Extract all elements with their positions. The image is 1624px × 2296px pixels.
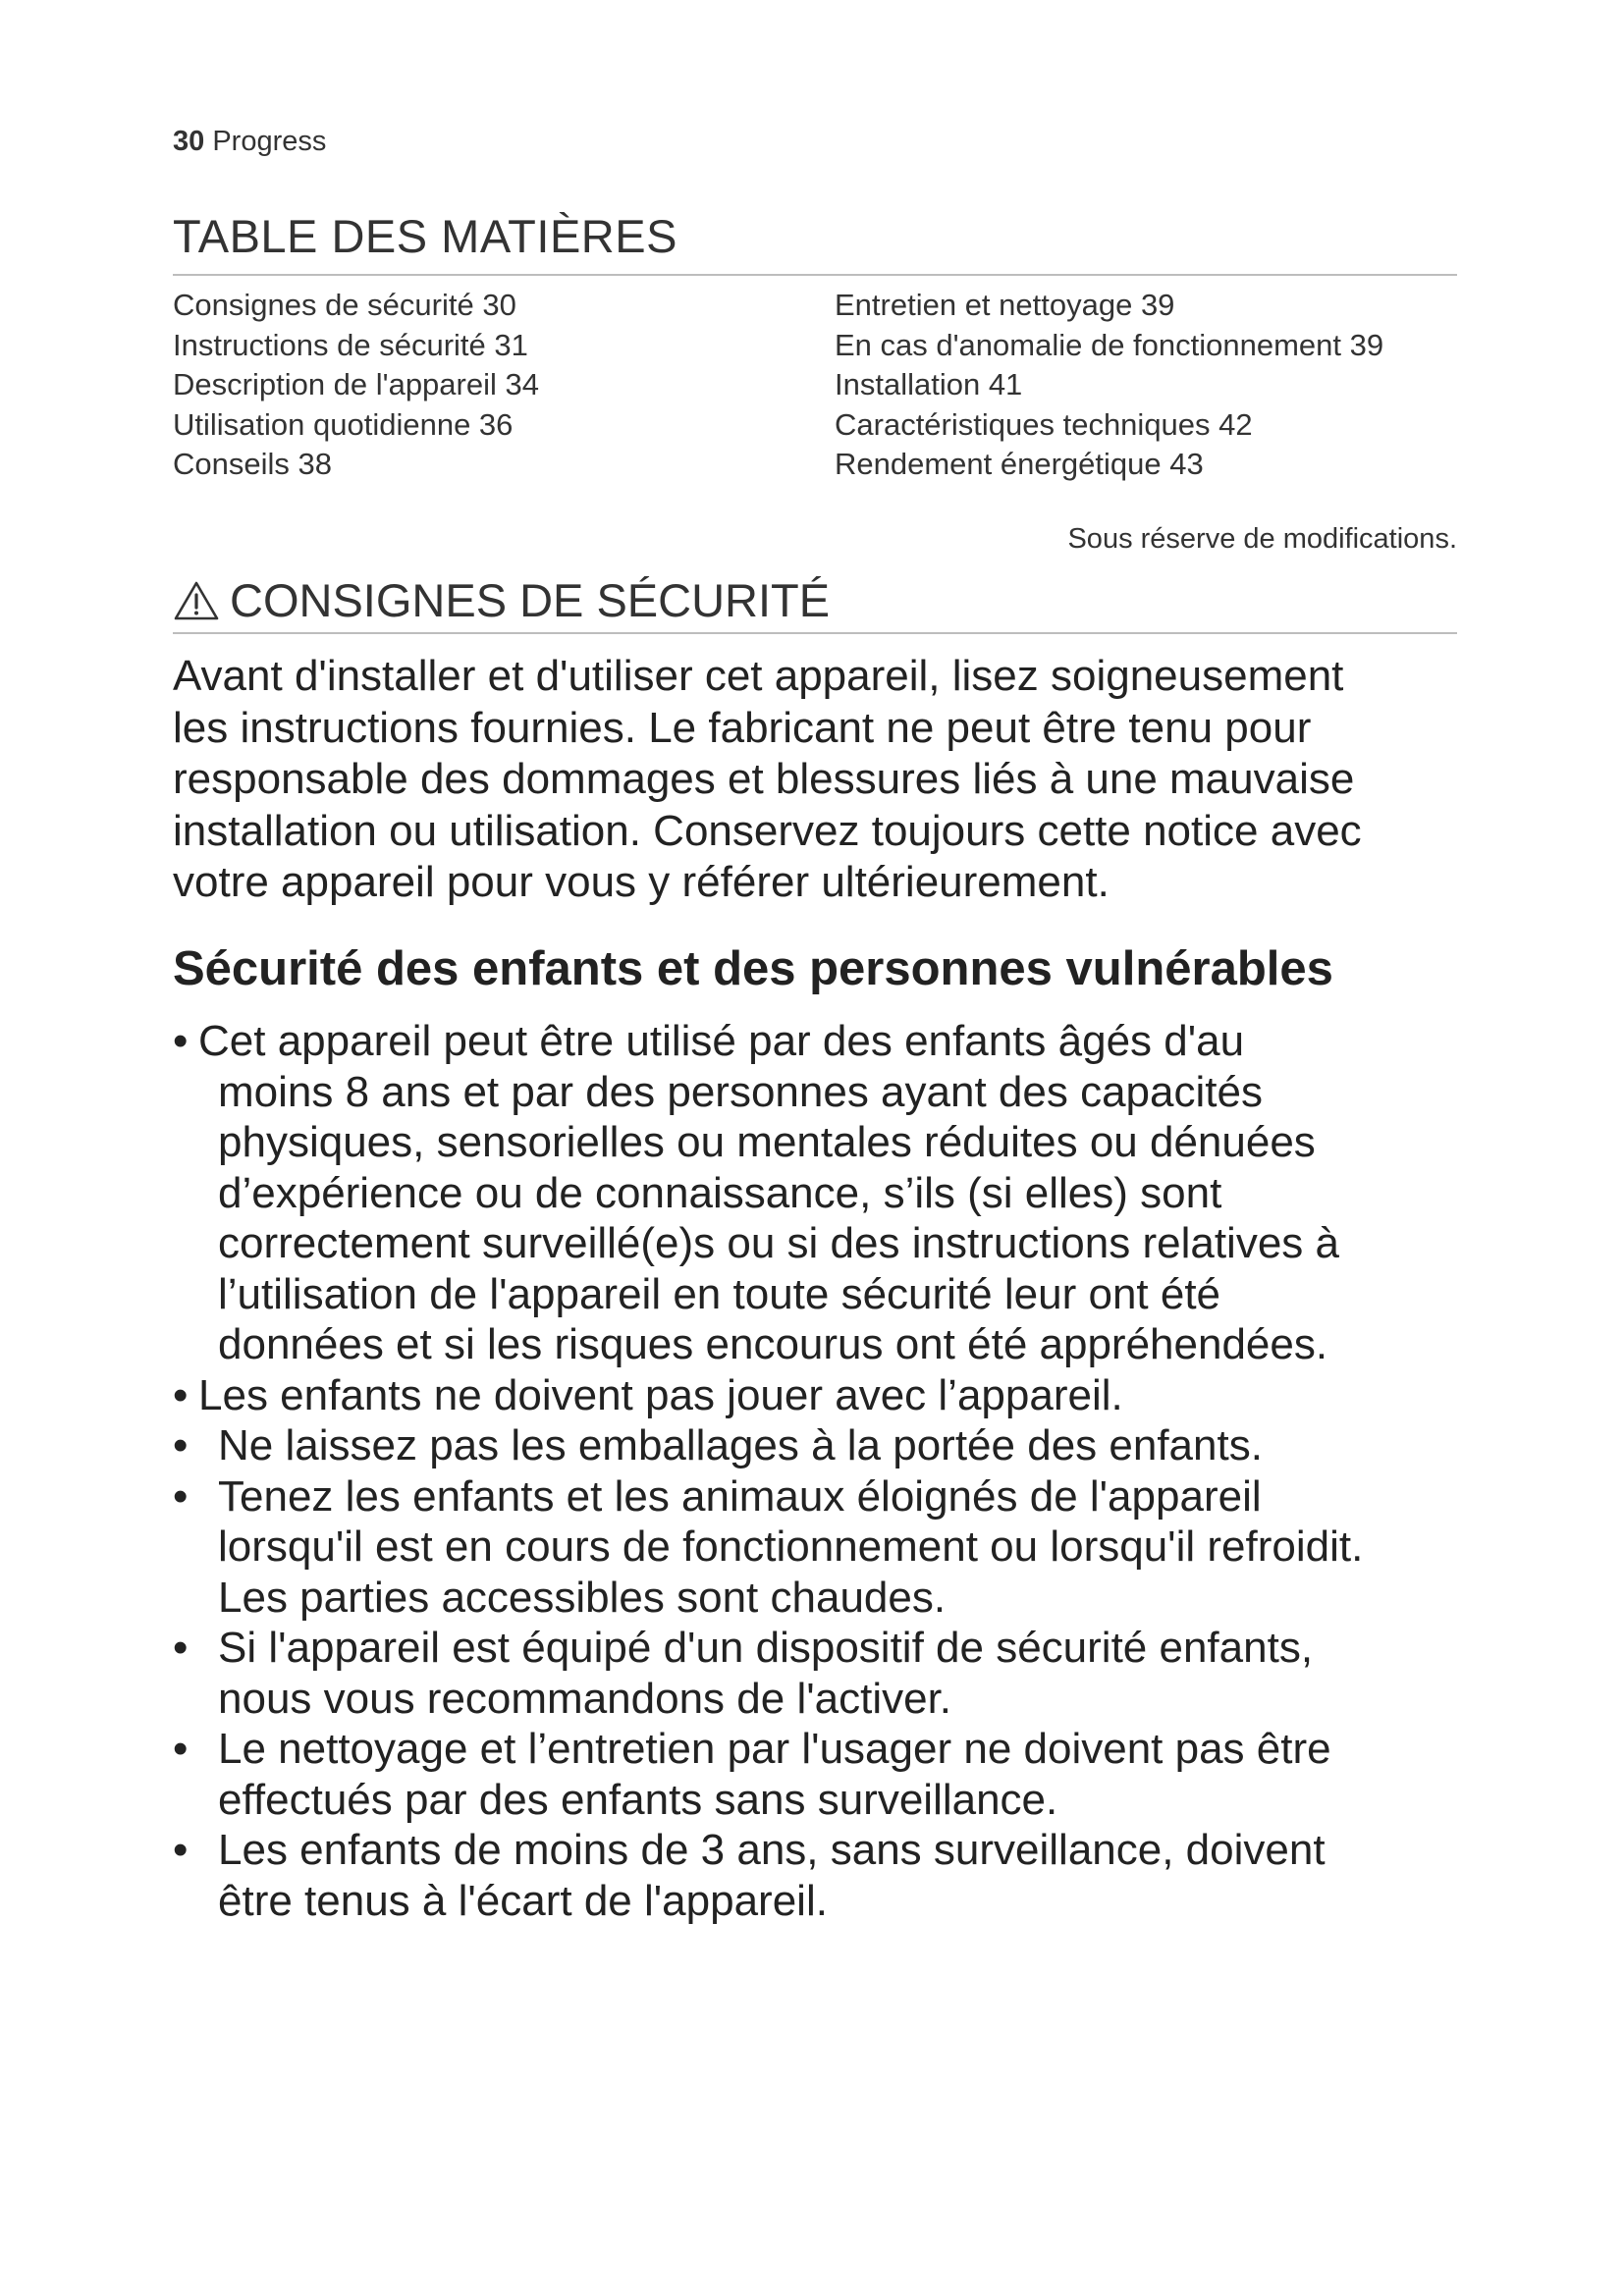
list-item-line: données et si les risques encourus ont été appréhendées.: [218, 1320, 1328, 1368]
list-item-line: lorsqu'il est en cours de fonctionnement ou lorsqu'il refroidit.: [218, 1522, 1364, 1571]
list-item-line: correctement surveillé(e)s ou si des instructions relatives à: [218, 1219, 1340, 1267]
list-item-line: l’utilisation de l'appareil en toute sécurité leur ont été: [218, 1269, 1221, 1318]
list-item-line: effectués par des enfants sans surveillance.: [218, 1775, 1058, 1824]
list-item: [173, 1370, 1469, 1421]
toc-divider: [173, 274, 1457, 276]
bullet-marker: •: [173, 1421, 189, 1469]
list-item-text: Si l'appareil est équipé d'un dispositif de sécurité enfants,: [218, 1624, 1314, 1672]
intro-line: installation ou utilisation. Conservez toujours cette notice avec: [173, 806, 1362, 855]
list-item-line: être tenus à l'écart de l'appareil.: [218, 1876, 828, 1925]
list-item: [173, 1016, 1469, 1370]
list-item-line: nous vous recommandons de l'activer.: [218, 1674, 952, 1723]
toc-left-column: [173, 286, 539, 485]
bullet-marker: •: [173, 1725, 189, 1773]
intro-paragraph: [173, 651, 1469, 909]
toc-item[interactable]: Installation 41: [835, 367, 1023, 401]
page-header: [173, 126, 326, 158]
list-item-text: Le nettoyage et l’entretien par l'usager ne doivent pas être: [218, 1725, 1331, 1773]
list-item-line: Les parties accessibles sont chaudes.: [218, 1573, 947, 1622]
list-item: [173, 1471, 1469, 1624]
subsection-title: Sécurité des enfants et des personnes vulnérables: [173, 942, 1333, 995]
bullet-marker: •: [173, 1826, 189, 1874]
toc-right-column: [835, 286, 1383, 485]
toc-item[interactable]: Rendement énergétique 43: [835, 447, 1204, 481]
toc-item[interactable]: Consignes de sécurité 30: [173, 288, 516, 322]
intro-line: Avant d'installer et d'utiliser cet appareil, lisez soigneusement: [173, 652, 1344, 700]
list-item-line: physiques, sensorielles ou mentales réduites ou dénuées: [218, 1118, 1316, 1166]
list-item: [173, 1420, 1469, 1471]
toc-item[interactable]: En cas d'anomalie de fonctionnement 39: [835, 327, 1384, 362]
brand-name: Progress: [212, 126, 327, 157]
toc-item[interactable]: Conseils 38: [173, 447, 332, 481]
list-item-line: d’expérience ou de connaissance, s’ils (si elles) sont: [218, 1168, 1222, 1217]
section-title-text: CONSIGNES DE SÉCURITÉ: [230, 574, 831, 626]
toc-title: TABLE DES MATIÈRES: [173, 210, 677, 262]
list-item: [173, 1724, 1469, 1825]
list-item-text: Cet appareil peut être utilisé par des enfants âgés d'au: [198, 1017, 1245, 1065]
page-number: 30: [173, 126, 205, 157]
bullet-marker: •: [173, 1471, 189, 1521]
section-title: [173, 573, 830, 627]
list-item-text: Ne laissez pas les emballages à la portée des enfants.: [218, 1421, 1263, 1469]
list-item-text: Les enfants ne doivent pas jouer avec l’appareil.: [198, 1370, 1123, 1419]
bullet-list: [173, 1016, 1469, 1926]
bullet-marker: •: [173, 1624, 189, 1672]
bullet-marker: •: [173, 1017, 189, 1065]
toc-item[interactable]: Caractéristiques techniques 42: [835, 406, 1253, 442]
intro-line: responsable des dommages et blessures liés à une mauvaise: [173, 755, 1355, 803]
toc-item[interactable]: Instructions de sécurité 31: [173, 327, 528, 362]
list-item-line: moins 8 ans et par des personnes ayant des capacités: [218, 1067, 1263, 1116]
intro-line: les instructions fournies. Le fabricant ne peut être tenu pour: [173, 703, 1312, 752]
list-item: [173, 1825, 1469, 1926]
modification-note: Sous réserve de modifications.: [1067, 523, 1457, 555]
list-item-text: Les enfants de moins de 3 ans, sans surveillance, doivent: [218, 1826, 1326, 1874]
toc-item[interactable]: Utilisation quotidienne 36: [173, 406, 514, 442]
bullet-marker: •: [173, 1370, 189, 1419]
list-item-text: Tenez les enfants et les animaux éloignés de l'appareil: [218, 1471, 1262, 1521]
section-divider: [173, 632, 1457, 634]
toc-item[interactable]: Description de l'appareil 34: [173, 367, 539, 401]
warning-triangle-icon: [173, 580, 220, 621]
list-item: [173, 1623, 1469, 1724]
toc-item[interactable]: Entretien et nettoyage 39: [835, 288, 1175, 322]
intro-line: votre appareil pour vous y référer ultérieurement.: [173, 858, 1110, 906]
